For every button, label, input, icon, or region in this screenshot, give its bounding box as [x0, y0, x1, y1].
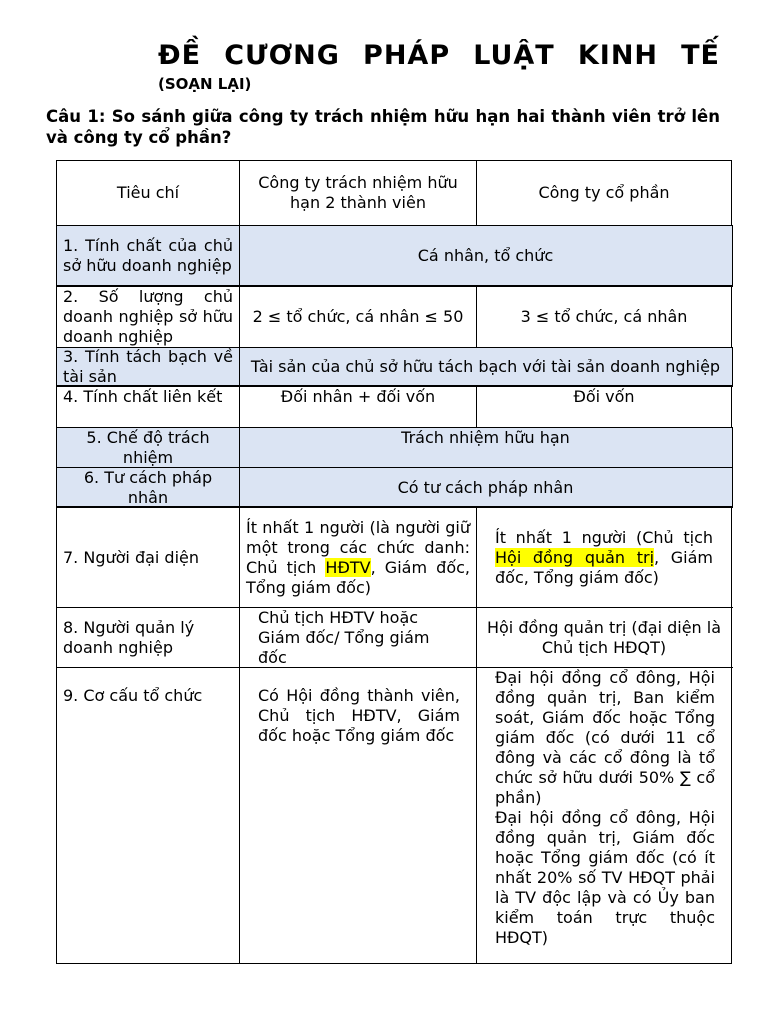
- row-7-criterion: 7. Người đại diện: [63, 547, 200, 567]
- question-heading: Câu 1: So sánh giữa công ty trách nhiệm hữu hạn hai thành viên trở lên và công ty cổ phần?: [46, 107, 720, 147]
- row-5-merged: Trách nhiệm hữu hạn: [401, 428, 570, 447]
- document-title: ĐỀ CƯƠNG PHÁP LUẬT KINH TẾ: [158, 40, 720, 71]
- row-4-criterion: 4. Tính chất liên kết: [63, 387, 223, 406]
- row-6-criterion: 6. Tư cách pháp nhân: [83, 467, 213, 507]
- row-3-criterion: 3. Tính tách bạch về tài sản: [63, 347, 233, 386]
- row-8-criterion: 8. Người quản lý doanh nghiệp: [63, 617, 195, 657]
- comparison-table: [56, 160, 732, 964]
- row-4-tnhh: Đối nhân + đối vốn: [280, 387, 436, 406]
- row-7-tnhh: Ít nhất 1 người (là người giữ một trong các chức danh: Chủ tịch HĐTV, Giám đốc, Tổng giám đốc): [246, 517, 470, 597]
- highlight-hdtv: HĐTV: [325, 557, 371, 577]
- header-criteria: Tiêu chí: [116, 183, 180, 202]
- row-5-criterion: 5. Chế độ trách nhiệm: [86, 427, 210, 467]
- row-2-tnhh: 2 ≤ tổ chức, cá nhân ≤ 50: [252, 307, 464, 326]
- row-6-merged: Có tư cách pháp nhân: [397, 477, 574, 497]
- row-1-merged: Cá nhân, tổ chức: [417, 246, 554, 265]
- document-subtitle: (SOẠN LẠI): [158, 75, 252, 93]
- row-2-cp: 3 ≤ tổ chức, cá nhân: [520, 307, 688, 326]
- row-4-cp: Đối vốn: [573, 387, 635, 406]
- row-3-merged: Tài sản của chủ sở hữu tách bạch với tài sản doanh nghiệp: [250, 357, 721, 376]
- row-7-cp: Ít nhất 1 người (Chủ tịch Hội đồng quản trị, Giám đốc, Tổng giám đốc): [495, 527, 713, 587]
- row-9-tnhh: Có Hội đồng thành viên, Chủ tịch HĐTV, Giám đốc hoặc Tổng giám đốc: [258, 686, 460, 745]
- row-1-criterion: 1. Tính chất của chủ sở hữu doanh nghiệp: [63, 236, 233, 275]
- row-2-criterion: 2. Số lượng chủ doanh nghiệp sở hữu doanh nghiệp: [63, 287, 233, 346]
- highlight-hdqt: Hội đồng quản trị: [495, 547, 655, 567]
- row-8-tnhh: Chủ tịch HĐTV hoặc Giám đốc/ Tổng giám đốc: [258, 607, 430, 667]
- row-9-cp: Đại hội đồng cổ đông, Hội đồng quản trị, Ban kiểm soát, Giám đốc hoặc Tổng giám đốc (có dưới 11 cổ đông và các cổ đông là tổ chức sở hữu dưới 50% ∑ cổ phần) Đại hội đồng cổ đông, Hội đồng quản trị, Giám đốc hoặc Tổng giám đốc (có ít nhất 20% số TV HĐQT phải là TV độc lập và có Ủy ban kiểm toán trực thuộc HĐQT): [495, 668, 715, 947]
- row-8-cp: Hội đồng quản trị (đại diện là Chủ tịch HĐQT): [486, 617, 722, 657]
- header-tnhh: Công ty trách nhiệm hữu hạn 2 thành viên: [258, 173, 458, 212]
- header-cp: Công ty cổ phần: [538, 183, 670, 202]
- row-9-criterion: 9. Cơ cấu tổ chức: [63, 686, 203, 705]
